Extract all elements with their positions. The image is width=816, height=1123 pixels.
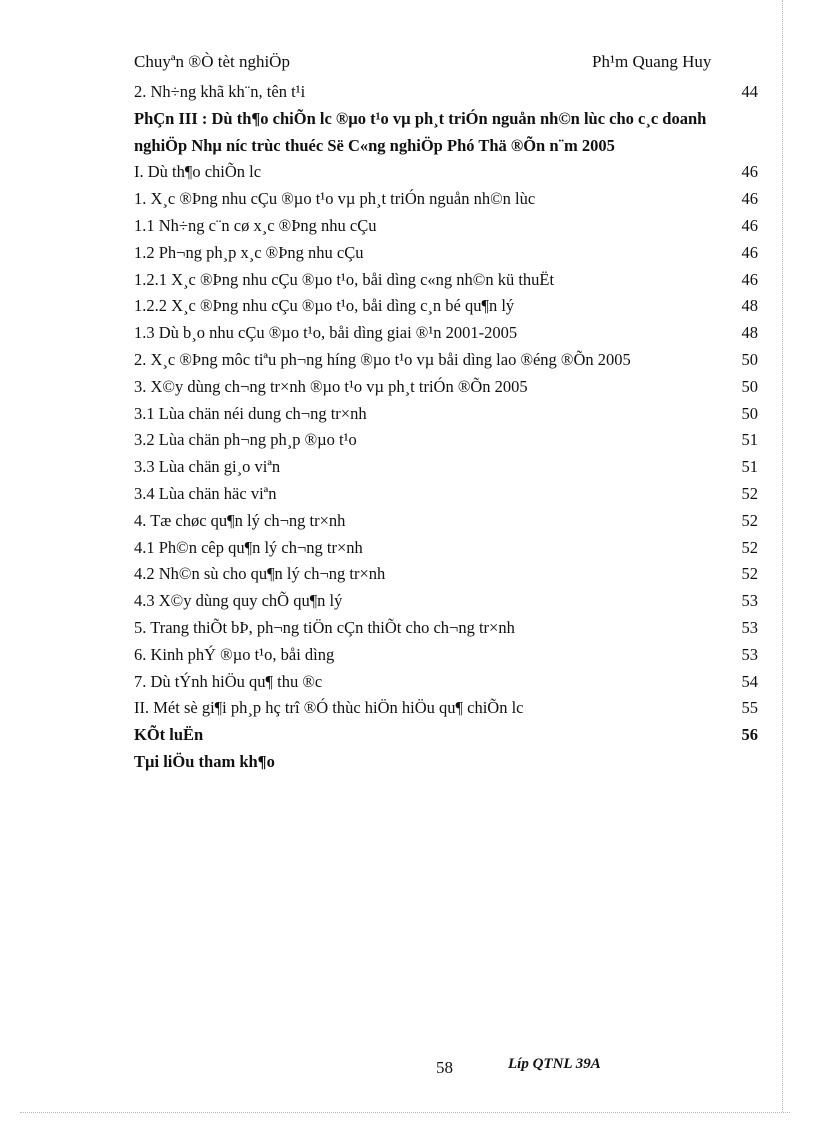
toc-entry-title: 3.4 Lùa chän häc viªn <box>134 483 277 503</box>
toc-entry-page: 46 <box>741 189 758 209</box>
toc-entry-page: 54 <box>741 671 758 691</box>
toc-entry-title: 4.3 X©y dùng quy chÕ qu¶n lý <box>134 591 343 611</box>
toc-entry <box>134 615 758 642</box>
toc-entry-title: 3. X©y dùng ch¬ng tr×nh ®µo t¹o vµ ph¸t triÓn ®Õn 2005 <box>134 376 528 396</box>
footer-class-label: Líp QTNL 39A <box>508 1056 601 1072</box>
toc-entry-page: 51 <box>741 457 758 477</box>
toc-entry-title: 4.2 Nh©n sù cho qu¶n lý ch¬ng tr×nh <box>134 564 386 584</box>
toc-entry-page: 56 <box>741 725 758 745</box>
toc-entry-page: 51 <box>741 430 758 450</box>
footer-page-number: 58 <box>436 1058 453 1077</box>
toc-entry <box>134 722 758 749</box>
toc-entry-title: 6. Kinh phÝ ®µo t¹o, båi dìng <box>134 644 335 664</box>
toc-entry <box>134 535 758 562</box>
toc-entry <box>134 669 758 696</box>
toc-entry-page: 55 <box>741 698 758 718</box>
toc-entry-page: 53 <box>741 591 758 611</box>
toc-entry-title: 1.2.1 X¸c ®Þng nhu cÇu ®µo t¹o, båi dìng c«ng nh©n kü thuËt <box>134 269 555 289</box>
toc-entry <box>134 749 758 776</box>
toc-entry-page: 48 <box>741 323 758 343</box>
toc-entry <box>134 159 758 186</box>
toc-entry-title: Tµi liÖu tham kh¶o <box>134 751 275 771</box>
toc-entry <box>134 427 758 454</box>
header-author: Ph¹m Quang Huy <box>592 52 712 71</box>
toc-entry-page: 53 <box>741 644 758 664</box>
toc-entry-title: 1.3 Dù b¸o nhu cÇu ®µo t¹o, båi dìng giai ®¹n 2001-2005 <box>134 323 518 343</box>
toc-entry <box>134 320 758 347</box>
toc-entry-page: 46 <box>741 215 758 235</box>
toc-entry-page: 44 <box>741 82 758 101</box>
toc-entry <box>134 642 758 669</box>
toc-entry <box>134 267 758 294</box>
toc-entry-title: 3.1 Lùa chän néi dung ch¬ng tr×nh <box>134 403 367 423</box>
toc-entry-page: 46 <box>741 242 758 262</box>
toc-entry <box>134 695 758 722</box>
toc-entry <box>134 481 758 508</box>
toc-entry-page: 50 <box>741 403 758 423</box>
toc-entry-page: 50 <box>741 376 758 396</box>
toc-entry-title: 2. Nh÷ng khã kh¨n, tên t¹i <box>134 82 306 101</box>
toc-entry <box>134 186 758 213</box>
page-edge-bottom <box>20 1112 790 1113</box>
toc-entry <box>134 588 758 615</box>
toc-entry <box>134 454 758 481</box>
table-of-contents <box>134 79 758 776</box>
page-edge-right <box>782 0 783 1112</box>
toc-entry-title: 1.1 Nh÷ng c¨n cø x¸c ®Þng nhu cÇu <box>134 215 377 235</box>
toc-entry-title: 5. Trang thiÕt bÞ, ph¬ng tiÖn cÇn thiÕt cho ch¬ng tr×nh <box>134 617 515 637</box>
toc-entry-page: 52 <box>741 483 758 503</box>
toc-entry-page: 46 <box>741 162 758 182</box>
header-document-type: Chuyªn ®Ò tèt nghiÖp <box>134 52 290 71</box>
toc-entry-title: 2. X¸c ®Þng môc tiªu ph¬ng híng ®µo t¹o vµ båi dìng lao ®éng ®Õn 2005 <box>134 349 631 369</box>
toc-entry-title: 7. Dù tÝnh hiÖu qu¶ thu ®c <box>134 671 323 691</box>
toc-entry <box>134 79 758 106</box>
toc-entry-title: 1.2.2 X¸c ®Þng nhu cÇu ®µo t¹o, båi dìng c¸n bé qu¶n lý <box>134 296 515 316</box>
toc-entry <box>134 401 758 428</box>
toc-entry-title: 1. X¸c ®Þng nhu cÇu ®µo t¹o vµ ph¸t triÓn nguån nh©n lùc <box>134 189 536 209</box>
toc-entry <box>134 347 758 374</box>
toc-entry-title: PhÇn III : Dù th¶o chiÕn lc ®µo t¹o vµ ph¸t triÓn nguån nh©n lùc cho c¸c doanh nghiÖp Nhµ níc trùc thuéc Së C«ng nghiÖp Phó Thä ®Õn n¨m 2005 <box>134 108 707 155</box>
toc-entry <box>134 106 758 160</box>
toc-entry <box>134 374 758 401</box>
toc-entry-page: 46 <box>741 269 758 289</box>
toc-entry-title: 1.2 Ph¬ng ph¸p x¸c ®Þng nhu cÇu <box>134 242 364 262</box>
toc-entry <box>134 293 758 320</box>
toc-entry-page: 48 <box>741 296 758 316</box>
toc-entry-title: KÕt luËn <box>134 725 204 745</box>
toc-entry-title: 3.2 Lùa chän ph¬ng ph¸p ®µo t¹o <box>134 430 357 450</box>
toc-entry-title: II. Mét sè gi¶i ph¸p hç trî ®Ó thùc hiÖn hiÖu qu¶ chiÕn lc <box>134 698 524 718</box>
toc-entry <box>134 508 758 535</box>
toc-entry-page: 52 <box>741 510 758 530</box>
toc-entry-title: 4.1 Ph©n cêp qu¶n lý ch¬ng tr×nh <box>134 537 363 557</box>
toc-entry-title: 4. Tæ chøc qu¶n lý ch¬ng tr×nh <box>134 510 346 530</box>
toc-entry <box>134 213 758 240</box>
toc-entry-page: 53 <box>741 617 758 637</box>
toc-entry-title: 3.3 Lùa chän gi¸o viªn <box>134 457 281 477</box>
toc-entry-page: 50 <box>741 349 758 369</box>
toc-entry-page: 52 <box>741 564 758 584</box>
toc-entry <box>134 240 758 267</box>
toc-entry-page: 52 <box>741 537 758 557</box>
toc-entry-title: I. Dù th¶o chiÕn lc <box>134 162 262 182</box>
toc-entry <box>134 561 758 588</box>
